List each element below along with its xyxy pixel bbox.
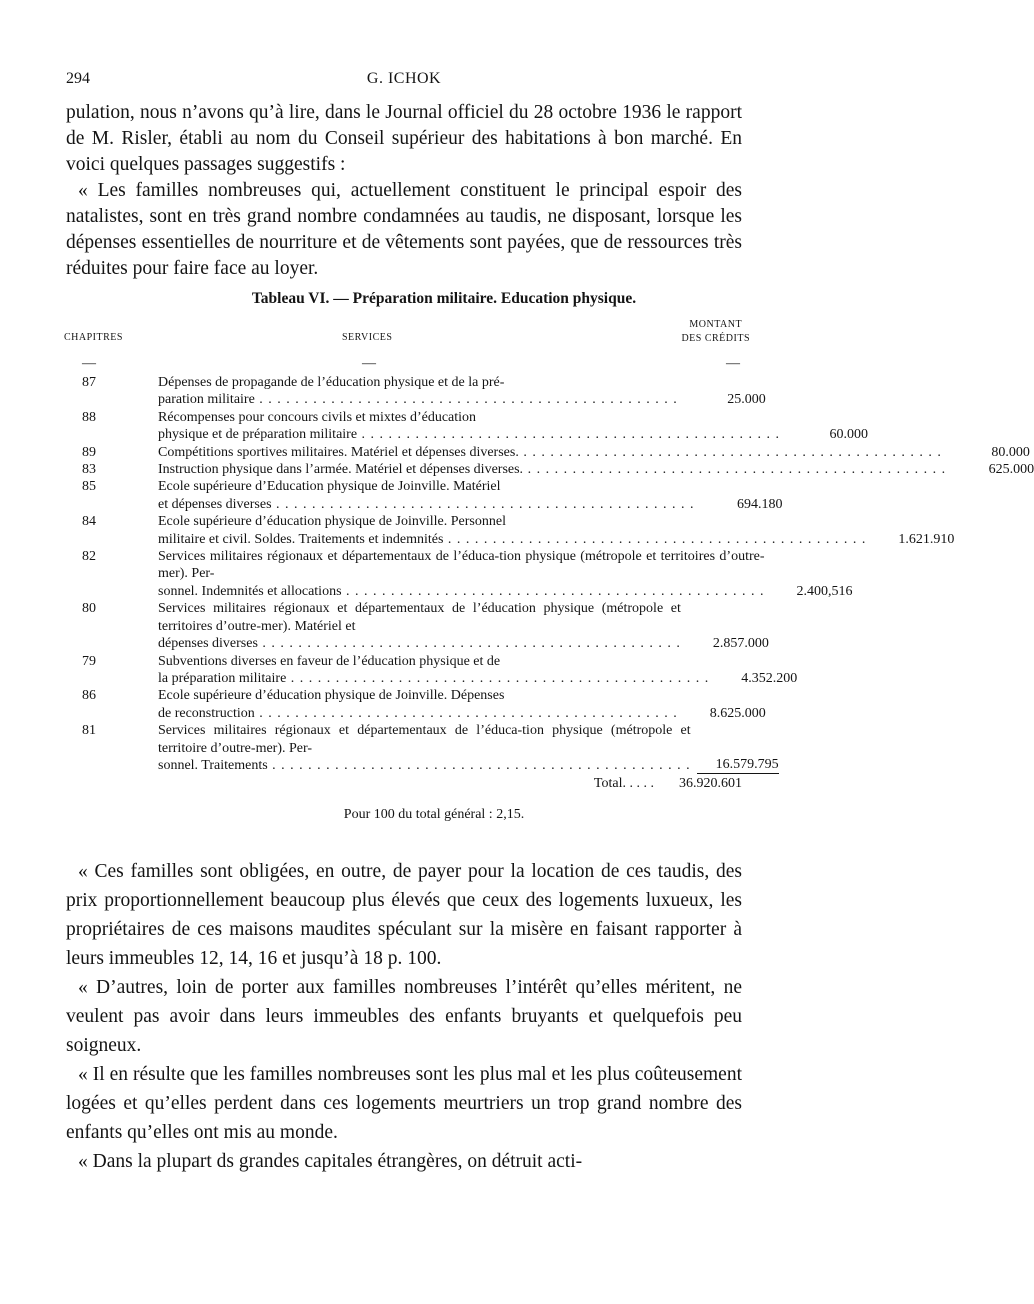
dash-chapitres: — bbox=[82, 356, 96, 371]
cell-service bbox=[158, 478, 701, 513]
table-row bbox=[66, 409, 869, 444]
cell-montant: 25.000 bbox=[727, 392, 766, 408]
header-services: SERVICES bbox=[342, 332, 393, 343]
table-row bbox=[66, 461, 1034, 478]
dash-services: — bbox=[362, 356, 376, 371]
cell-chapitre: 82 bbox=[82, 549, 96, 565]
cell-service-last-line: militaire et civil. Soldes. Traitements et indemnités . . . bbox=[158, 531, 866, 548]
cell-chapitre: 88 bbox=[82, 409, 96, 425]
table-row bbox=[66, 548, 853, 600]
cell-service-last-line: dépenses diverses . . . bbox=[158, 635, 681, 652]
cell-service-last-line: paration militaire . . . bbox=[158, 391, 678, 408]
cell-montant: 2.857.000 bbox=[712, 636, 769, 652]
table-row bbox=[66, 374, 766, 409]
cell-service bbox=[158, 687, 684, 722]
cell-montant: 60.000 bbox=[829, 427, 869, 443]
cell-chapitre: 85 bbox=[82, 479, 96, 495]
cell-service-text: Dépenses de propagande de l’éducation physique et de la pré- bbox=[158, 375, 505, 390]
cell-montant: 4.352.200 bbox=[741, 670, 798, 686]
cell-service bbox=[158, 374, 684, 409]
cell-service-text: Services militaires régionaux et départementaux de l’éduca-tion physique (métropole et territoire d’outre-mer). Per- bbox=[158, 723, 691, 756]
cell-service-text: Services militaires régionaux et départementaux de l’éduca-tion physique (métropole et territoires d’outre-mer). Per- bbox=[158, 549, 765, 582]
cell-montant: 625.000 bbox=[988, 462, 1034, 478]
page-number: 294 bbox=[66, 70, 90, 87]
table-title: Tableau VI. — Préparation militaire. Education physique. bbox=[251, 290, 637, 307]
cell-chapitre: 81 bbox=[82, 723, 96, 739]
cell-chapitre: 87 bbox=[82, 375, 96, 390]
cell-chapitre: 83 bbox=[82, 462, 96, 478]
quote-paragraph-3: « Il en résulte que les familles nombreuses sont les plus mal et les plus coûteusement logées et qu’elles perdent dans ces logements meurtriers un trop grand nombre des enfants qu’elles ont mis au monde. bbox=[66, 1064, 742, 1144]
cell-chapitre: 79 bbox=[82, 653, 96, 669]
cell-chapitre: 86 bbox=[82, 688, 96, 704]
intro-paragraph-2: « Les familles nombreuses qui, actuellement constituent le principal espoir des natalistes, sont en très grand nombre condamnées au taudis, ne disposant, lorsque les dépenses essentielles de nourriture et de vêtements sont payées, que de ressources très réduites pour faire face au loyer. bbox=[66, 180, 742, 279]
cell-montant: 16.579.795 bbox=[697, 756, 779, 774]
table-row bbox=[66, 444, 1030, 461]
table-row bbox=[66, 687, 766, 722]
cell-montant: 80.000 bbox=[991, 444, 1030, 460]
cell-service-last-line: sonnel. Indemnités et allocations . . . bbox=[158, 583, 765, 600]
header-chapitres: CHAPITRES bbox=[64, 332, 123, 343]
cell-service-last-line: physique et de préparation militaire . . . bbox=[158, 426, 780, 443]
cell-montant: 1.621.910 bbox=[898, 531, 955, 547]
cell-chapitre: 84 bbox=[82, 514, 96, 530]
total-value: 36.920.601 bbox=[679, 776, 742, 792]
cell-service-last-line: sonnel. Traitements . . . bbox=[158, 757, 691, 774]
table-row bbox=[66, 722, 779, 774]
cell-service-last-line: la préparation militaire . . . bbox=[158, 670, 709, 687]
cell-montant: 694.180 bbox=[737, 496, 783, 512]
cell-montant: 2.400,516 bbox=[796, 583, 853, 599]
quote-paragraph-4: « Dans la plupart ds grandes capitales étrangères, on détruit acti- bbox=[78, 1151, 583, 1173]
cell-service-last-line: de reconstruction . . . bbox=[158, 705, 678, 722]
cell-service bbox=[158, 409, 786, 444]
quote-paragraph-1: « Ces familles sont obligées, en outre, de payer pour la location de ces taudis, des prix proportionnellement beaucoup plus élevés que ceux des logements luxueux, les propriétaires de ces maisons maudites spéculant sur la misère en faisant rapporter à leurs immeubles 12, 14, 16 et jusqu’à 18 p. 100. bbox=[66, 861, 742, 970]
total-label: Total. . . . . bbox=[593, 776, 654, 792]
cell-service bbox=[158, 722, 697, 774]
cell-chapitre: 80 bbox=[82, 601, 96, 617]
cell-service-text: Ecole supérieure d’éducation physique de Joinville. Dépenses bbox=[158, 688, 505, 704]
cell-service bbox=[158, 444, 948, 461]
cell-service-last-line: Compétitions sportives militaires. Matériel et dépenses diverses. . . . bbox=[158, 444, 942, 461]
table-row bbox=[66, 600, 769, 652]
cell-service-text: Ecole supérieure d’éducation physique de Joinville. Personnel bbox=[158, 514, 506, 530]
dash-montant: — bbox=[726, 356, 740, 371]
cell-montant: 8.625.000 bbox=[709, 705, 766, 721]
cell-service bbox=[158, 600, 687, 652]
cell-service-text: Subventions diverses en faveur de l’éducation physique et de bbox=[158, 653, 501, 669]
header-montant-line1: MONTANT bbox=[689, 319, 743, 330]
running-title: G. ICHOK bbox=[366, 70, 442, 87]
cell-service-last-line: Instruction physique dans l’armée. Matériel et dépenses diverses. . . . bbox=[158, 461, 946, 478]
table-footnote: Pour 100 du total général : 2,15. bbox=[343, 807, 525, 823]
header-montant-line2: DES CRÉDITS bbox=[681, 333, 750, 344]
intro-paragraph-1: pulation, nous n’avons qu’à lire, dans le Journal officiel du 28 octobre 1936 le rapport de M. Risler, établi au nom du Conseil supérieur des habitations à bon marché. En voici quelques passages suggestifs : bbox=[66, 102, 742, 175]
cell-service-text: Services militaires régionaux et départementaux de l’éducation physique (métropole et territoires d’outre-mer). Matériel et bbox=[158, 601, 681, 634]
header-dashes bbox=[66, 356, 742, 374]
table-body bbox=[66, 374, 1034, 774]
table-row bbox=[66, 653, 798, 688]
cell-service bbox=[158, 513, 872, 548]
cell-service-last-line: et dépenses diverses . . . bbox=[158, 496, 695, 513]
table-header bbox=[64, 318, 750, 362]
table-row bbox=[66, 478, 783, 513]
cell-service bbox=[158, 653, 715, 688]
header-montant bbox=[681, 318, 750, 346]
cell-service bbox=[158, 461, 952, 478]
cell-service-text: Récompenses pour concours civils et mixtes d’éducation bbox=[158, 409, 477, 425]
quote-paragraph-2: « D’autres, loin de porter aux familles nombreuses l’intérêt qu’elles méritent, ne veulent pas avoir dans leurs immeubles des enfants bruyants et quelquefois peu soigneux. bbox=[66, 977, 742, 1057]
cell-chapitre: 89 bbox=[82, 444, 96, 460]
cell-service-text: Ecole supérieure d’Education physique de Joinville. Matériel bbox=[158, 479, 501, 495]
page bbox=[64, 70, 1034, 1176]
running-header bbox=[66, 70, 742, 100]
table-row bbox=[66, 513, 955, 548]
cell-service bbox=[158, 548, 771, 600]
table-total-row bbox=[66, 775, 742, 793]
